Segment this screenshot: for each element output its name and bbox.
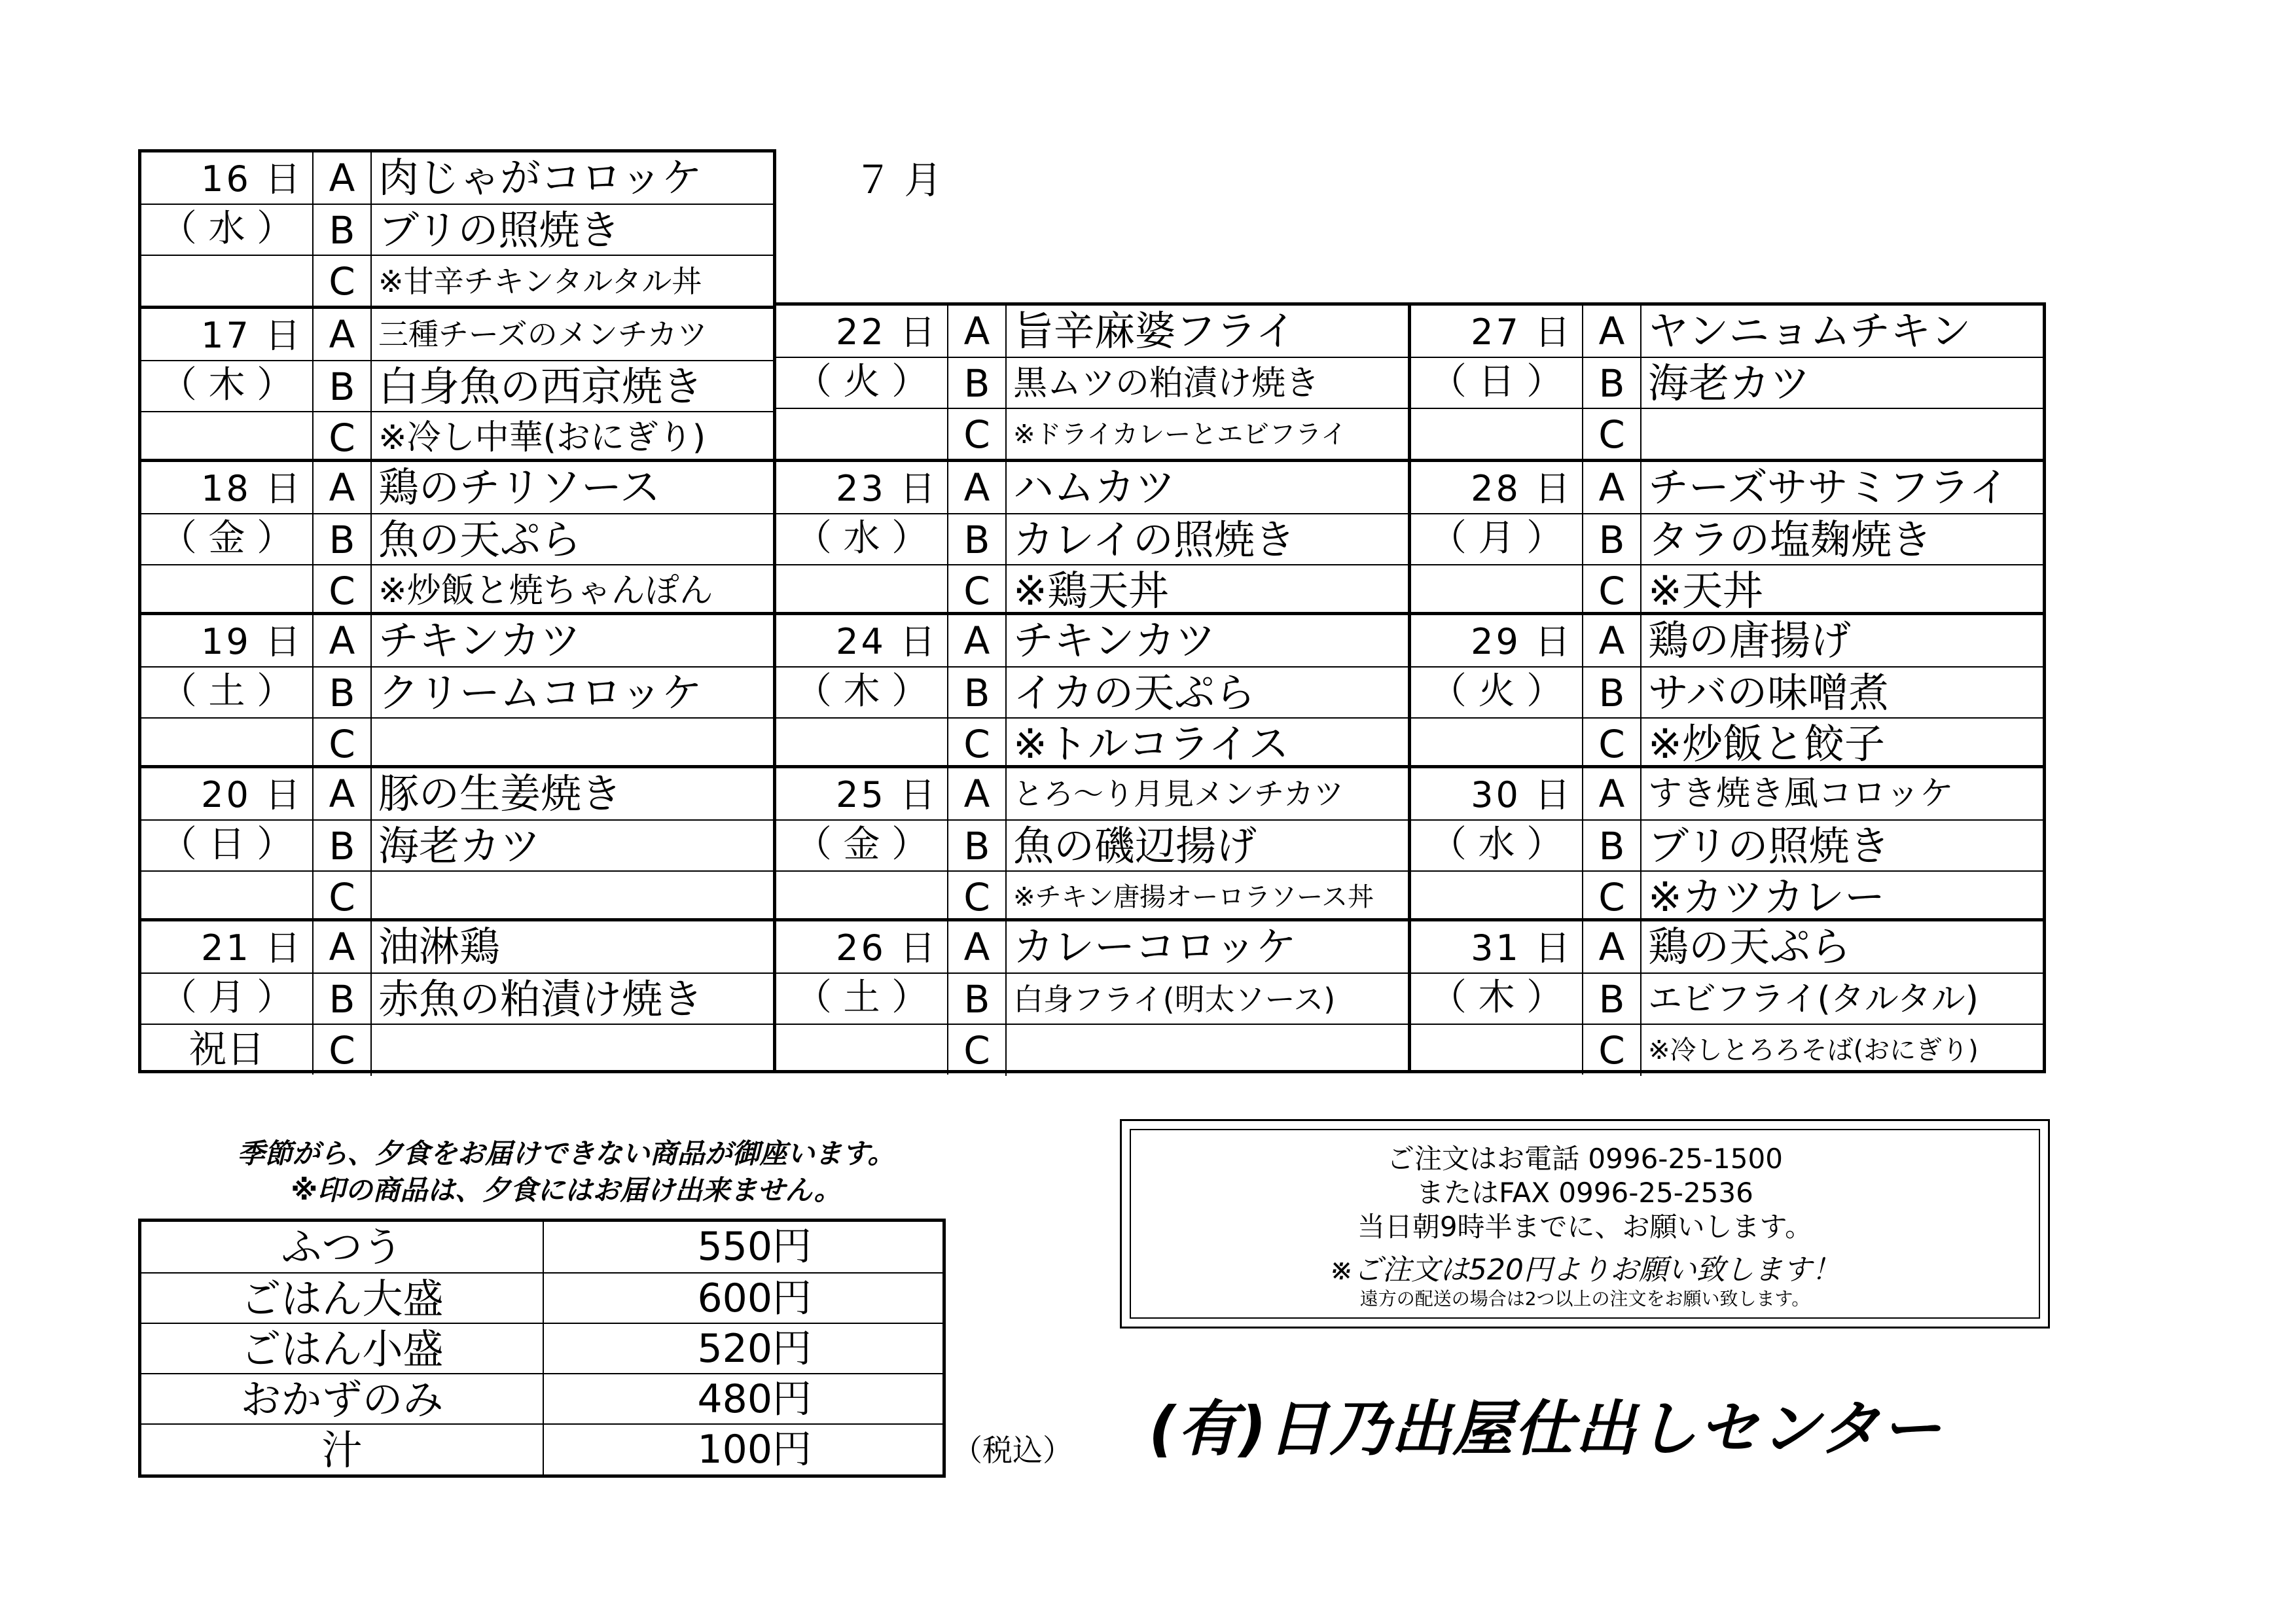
label-b: B (948, 668, 1007, 719)
dish-b: エビフライ(タルタル) (1648, 980, 1979, 1019)
weekday: （ 火 ） (795, 361, 929, 403)
label-c: C (948, 872, 1007, 923)
price-row (141, 1272, 942, 1324)
label-a: A (948, 921, 1007, 972)
dish-a: 豚の生姜焼き (378, 770, 622, 817)
label-c: C (1583, 565, 1641, 616)
dish-c: ※鶏天丼 (1013, 567, 1169, 615)
price-name: おかずのみ (141, 1374, 544, 1425)
dish-c (1007, 1025, 1408, 1076)
notice-line-1: 季節がら、夕食をお届けできない商品が御座います。 (237, 1137, 895, 1169)
label-a: A (314, 921, 372, 972)
date-number: 27 日 (1471, 312, 1573, 353)
dish-b: カレイの照焼き (1013, 516, 1295, 563)
dish-b: ブリの照焼き (378, 206, 620, 254)
contact-fax: またはFAX 0996-25-2536 (1416, 1177, 1753, 1209)
label-a: A (1583, 921, 1641, 972)
menu-day (1411, 765, 2043, 921)
price-name: 汁 (141, 1425, 544, 1475)
menu-day (141, 459, 773, 615)
date-number: 31 日 (1471, 927, 1573, 969)
price-name: ふつう (141, 1222, 544, 1272)
menu-day (776, 612, 1408, 768)
weekday: （ 水 ） (795, 517, 929, 560)
label-a: A (314, 152, 372, 204)
dish-a: チキンカツ (378, 616, 581, 664)
dish-c: ※天丼 (1648, 567, 1763, 615)
price-value: 100円 (697, 1427, 812, 1472)
label-a: A (314, 309, 372, 360)
label-b: B (314, 668, 372, 719)
dish-c: ※甘辛チキンタルタル丼 (378, 264, 702, 299)
menu-day (776, 306, 1408, 459)
menu-day (776, 918, 1408, 1075)
dish-a: すき焼き風コロッケ (1648, 774, 1954, 813)
dish-a: カレーコロッケ (1013, 923, 1297, 971)
menu-column-1 (138, 149, 776, 1073)
weekday: （ 金 ） (160, 517, 294, 560)
label-c: C (314, 565, 372, 616)
label-b: B (948, 974, 1007, 1025)
dish-a: とろ～り月見メンチカツ (1013, 776, 1344, 812)
weekday: （ 木 ） (160, 364, 294, 406)
menu-column-2 (773, 302, 1411, 1073)
label-c: C (1583, 872, 1641, 923)
price-row (141, 1373, 942, 1425)
contact-phone: ご注文はお電話 0996-25-1500 (1387, 1143, 1783, 1175)
label-b: B (314, 974, 372, 1025)
label-a: A (1583, 306, 1641, 357)
dish-b: タラの塩麹焼き (1648, 516, 1933, 563)
weekday: （ 水 ） (1429, 823, 1564, 866)
label-b: B (1583, 668, 1641, 719)
price-name: ごはん小盛 (141, 1324, 544, 1374)
contact-minimum: ※ご注文は520円よりお願い致します！ (1329, 1253, 1840, 1287)
dish-b: 海老カツ (1648, 359, 1811, 407)
weekday: （ 水 ） (160, 207, 294, 250)
dish-a: チーズササミフライ (1648, 463, 2009, 511)
dish-a: ヤンニョムチキン (1648, 307, 1971, 355)
price-table (138, 1219, 946, 1478)
label-c: C (1583, 719, 1641, 770)
label-b: B (1583, 974, 1641, 1025)
price-row (141, 1222, 942, 1272)
dish-a: 油淋鶏 (378, 923, 501, 971)
label-c: C (948, 409, 1007, 460)
date-number: 18 日 (201, 468, 303, 509)
dish-a: 旨辛麻婆フライ (1013, 307, 1297, 355)
dish-b: イカの天ぷら (1013, 669, 1256, 717)
label-b: B (314, 821, 372, 872)
contact-remote-note: 遠方の配送の場合は2つ以上の注文をお願い致します。 (1359, 1288, 1810, 1310)
tax-note: （税込） (952, 1433, 1073, 1468)
label-c: C (1583, 409, 1641, 460)
dish-a: 鶏のチリソース (378, 463, 660, 511)
menu-day (141, 612, 773, 768)
label-b: B (314, 361, 372, 412)
notice-line-2: ※印の商品は、夕食にはお届け出来ません。 (291, 1174, 842, 1206)
weekday: （ 火 ） (1429, 670, 1564, 713)
dish-a: 鶏の唐揚げ (1648, 616, 1852, 664)
date-number: 21 日 (201, 927, 303, 969)
menu-day (1411, 459, 2043, 615)
weekday: （ 月 ） (1429, 517, 1564, 560)
holiday-label: 祝日 (188, 1027, 265, 1071)
label-b: B (314, 205, 372, 256)
date-number: 24 日 (836, 621, 938, 662)
label-c: C (1583, 1025, 1641, 1076)
label-c: C (314, 1025, 372, 1076)
label-a: A (948, 615, 1007, 666)
label-a: A (1583, 768, 1641, 819)
dish-a: ハムカツ (1013, 463, 1176, 511)
label-a: A (1583, 462, 1641, 513)
dish-b: 海老カツ (378, 822, 541, 870)
dish-c: ※チキン唐揚オーロラソース丼 (1013, 882, 1374, 912)
price-value: 600円 (697, 1275, 812, 1321)
label-c: C (948, 719, 1007, 770)
menu-column-3 (1408, 302, 2046, 1073)
label-a: A (948, 768, 1007, 819)
label-b: B (948, 514, 1007, 565)
dish-a: チキンカツ (1013, 616, 1216, 664)
price-value: 480円 (697, 1376, 812, 1422)
label-a: A (314, 615, 372, 666)
contact-inner (1130, 1129, 2040, 1319)
dish-a: 三種チーズのメンチカツ (378, 317, 708, 352)
weekday: （ 木 ） (1429, 976, 1564, 1019)
menu-day (1411, 918, 2043, 1075)
label-c: C (314, 719, 372, 770)
date-number: 16 日 (201, 158, 303, 200)
label-b: B (1583, 514, 1641, 565)
dish-b: ブリの照焼き (1648, 822, 1890, 870)
price-row (141, 1423, 942, 1475)
dish-b: 白身フライ(明太ソース) (1013, 982, 1336, 1017)
label-a: A (314, 768, 372, 819)
menu-day (1411, 612, 2043, 768)
date-number: 20 日 (201, 774, 303, 815)
date-number: 19 日 (201, 621, 303, 662)
dish-c (372, 1025, 773, 1076)
weekday: （ 木 ） (795, 670, 929, 713)
dish-b: 魚の天ぷら (378, 516, 582, 563)
label-b: B (948, 821, 1007, 872)
dish-c: ※炒飯と餃子 (1648, 720, 1885, 768)
price-value: 520円 (697, 1326, 812, 1372)
label-c: C (314, 256, 372, 307)
month-label: ７ 月 (854, 158, 942, 202)
date-number: 29 日 (1471, 621, 1573, 662)
label-c: C (948, 565, 1007, 616)
contact-deadline: 当日朝9時半までに、お願いします。 (1357, 1211, 1813, 1243)
dish-c: ※カツカレー (1648, 873, 1885, 921)
dish-b: クリームコロッケ (378, 669, 702, 717)
dish-c (372, 719, 773, 770)
dish-c (1641, 409, 2043, 460)
weekday: （ 土 ） (795, 976, 929, 1019)
dish-b: 黒ムツの粕漬け焼き (1013, 364, 1320, 403)
dish-c: ※冷し中華(おにぎり) (378, 418, 706, 457)
dish-b: サバの味噌煮 (1648, 669, 1890, 717)
label-a: A (948, 306, 1007, 357)
weekday: （ 日 ） (160, 823, 294, 866)
price-row (141, 1323, 942, 1374)
date-number: 26 日 (836, 927, 938, 969)
dish-c (372, 872, 773, 923)
menu-day (141, 918, 773, 1075)
label-a: A (1583, 615, 1641, 666)
weekday: （ 日 ） (1429, 361, 1564, 403)
contact-box (1120, 1119, 2050, 1329)
date-number: 23 日 (836, 468, 938, 509)
menu-day (141, 306, 773, 462)
price-name: ごはん大盛 (141, 1274, 544, 1324)
dish-b: 白身魚の西京焼き (378, 363, 704, 410)
date-number: 17 日 (201, 315, 303, 356)
dish-a: 鶏の天ぷら (1648, 923, 1852, 971)
dish-b: 魚の磯辺揚げ (1013, 822, 1257, 870)
dish-c: ※ドライカレーとエビフライ (1013, 419, 1347, 450)
menu-day (1411, 306, 2043, 459)
label-b: B (314, 514, 372, 565)
date-number: 28 日 (1471, 468, 1573, 509)
company-name: (有)日乃出屋仕出しセンター (1149, 1394, 1943, 1464)
label-b: B (948, 358, 1007, 409)
dish-c: ※冷しとろろそば(おにぎり) (1648, 1035, 1979, 1065)
label-b: B (1583, 821, 1641, 872)
weekday: （ 土 ） (160, 670, 294, 713)
weekday: （ 月 ） (160, 976, 294, 1019)
dish-b: 赤魚の粕漬け焼き (378, 975, 704, 1023)
date-number: 22 日 (836, 312, 938, 353)
date-number: 30 日 (1471, 774, 1573, 815)
menu-day (141, 765, 773, 921)
dish-a: 肉じゃがコロッケ (378, 154, 702, 202)
price-value: 550円 (697, 1224, 812, 1270)
dish-c: ※炒飯と焼ちゃんぽん (378, 571, 713, 611)
menu-day (776, 459, 1408, 615)
label-a: A (948, 462, 1007, 513)
date-number: 25 日 (836, 774, 938, 815)
menu-day (776, 765, 1408, 921)
menu-day (141, 152, 773, 306)
dish-c: ※トルコライス (1013, 720, 1289, 768)
label-c: C (314, 872, 372, 923)
label-c: C (314, 412, 372, 463)
label-b: B (1583, 358, 1641, 409)
label-c: C (948, 1025, 1007, 1076)
weekday: （ 金 ） (795, 823, 929, 866)
label-a: A (314, 462, 372, 513)
